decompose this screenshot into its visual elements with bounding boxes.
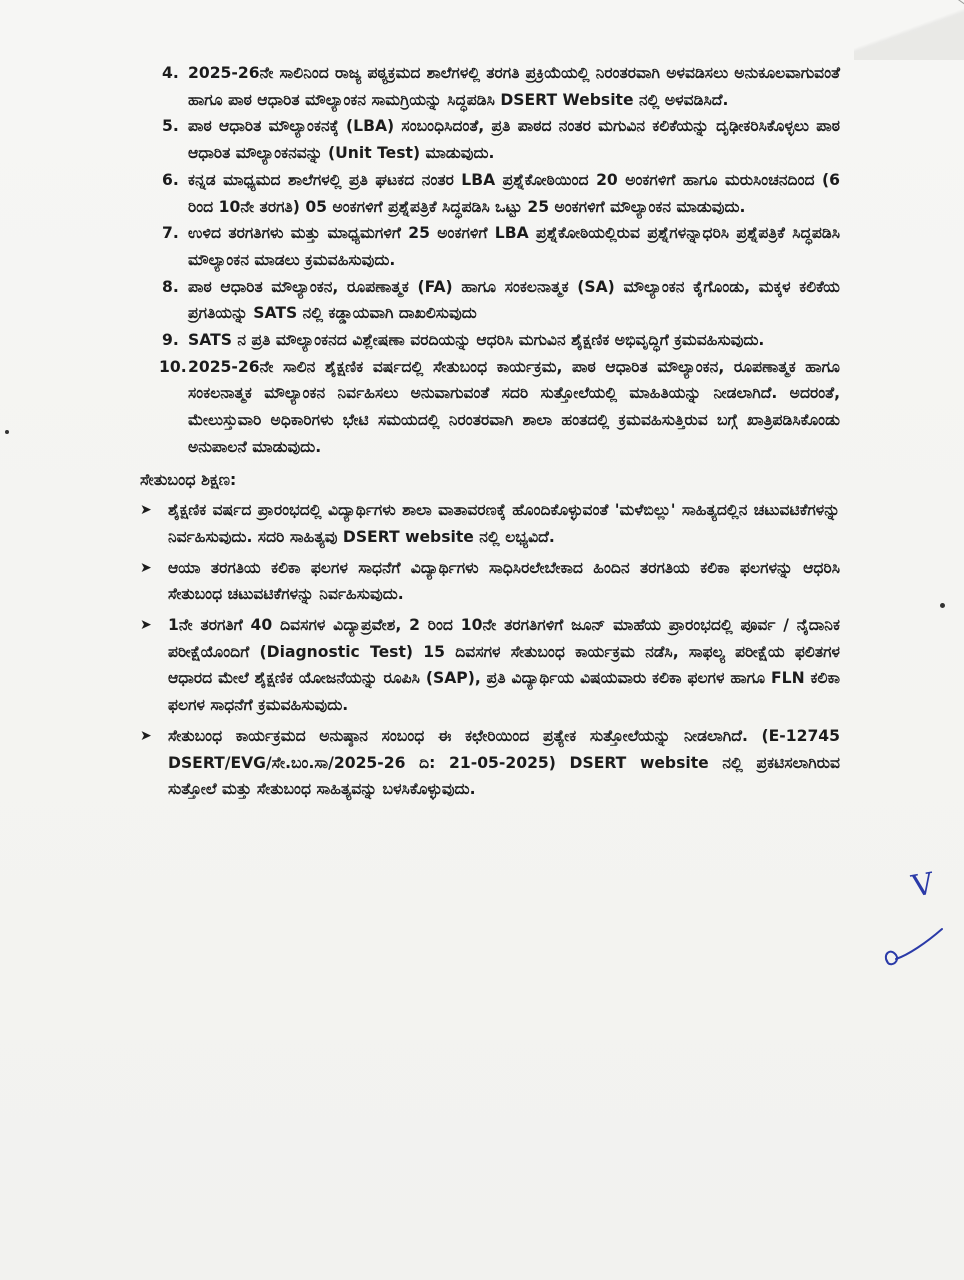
bullet-text: 1ನೇ ತರಗತಿಗೆ 40 ದಿವಸಗಳ ವಿದ್ಯಾಪ್ರವೇಶ, 2 ರಿಂದ 10ನೇ ತರಗತಿಗಳಿಗೆ ಜೂನ್ ಮಾಹೆಯ ಪ್ರಾರಂಭದಲ್ಲಿ ಪೂರ್ವ / ನೈದಾನಿಕ ಪರೀಕ್ಷೆಯೊಂದಿಗೆ (Diagnostic Test) 15 ದಿವಸಗಳ ಸೇತುಬಂಧ ಕಾರ್ಯಕ್ರಮ ನಡೆಸಿ, ಸಾಫಲ್ಯ ಪರೀಕ್ಷೆಯ ಫಲಿತಗಳ ಆಧಾರದ ಮೇಲೆ ಶೈಕ್ಷಣಿಕ ಯೋಜನೆಯನ್ನು ರೂಪಿಸಿ (SAP), ಪ್ರತಿ ವಿದ್ಯಾರ್ಥಿಯ ವಿಷಯವಾರು ಕಲಿಕಾ ಫಲಗಳ ಹಾಗೂ FLN ಕಲಿಕಾ ಫಲಗಳ ಸಾಧನೆಗೆ ಕ್ರಮವಹಿಸುವುದು.	[168, 616, 840, 715]
point-text: ಉಳಿದ ತರಗತಿಗಳು ಮತ್ತು ಮಾಧ್ಯಮಗಳಿಗೆ 25 ಅಂಕಗಳಿಗೆ LBA ಪ್ರಶ್ನೆಕೋಠಿಯಲ್ಲಿರುವ ಪ್ರಶ್ನೆಗಳನ್ನಾಧರಿಸಿ ಪ್ರಶ್ನೆಪತ್ರಿಕೆ ಸಿದ್ಧಪಡಿಸಿ ಮೌಲ್ಯಾಂಕನ ಮಾಡಲು ಕ್ರಮವಹಿಸುವುದು.	[188, 224, 840, 269]
document-body	[140, 60, 840, 807]
point-item	[140, 327, 840, 354]
point-text: 2025-26ನೇ ಸಾಲಿನ ಶೈಕ್ಷಣಿಕ ವರ್ಷದಲ್ಲಿ ಸೇತುಬಂಧ ಕಾರ್ಯಕ್ರಮ, ಪಾಠ ಆಧಾರಿತ ಮೌಲ್ಯಾಂಕನ, ರೂಪಣಾತ್ಮಕ ಹಾಗೂ ಸಂಕಲನಾತ್ಮಕ ಮೌಲ್ಯಾಂಕನ ನಿರ್ವಹಿಸಲು ಅನುವಾಗುವಂತೆ ಸದರಿ ಸುತ್ತೋಲೆಯಲ್ಲಿ ಮಾಹಿತಿಯನ್ನು ನೀಡಲಾಗಿದೆ. ಅದರಂತೆ, ಮೇಲುಸ್ತುವಾರಿ ಅಧಿಕಾರಿಗಳು ಭೇಟಿ ಸಮಯದಲ್ಲಿ ನಿರಂತರವಾಗಿ ಶಾಲಾ ಹಂತದಲ್ಲಿ ಕ್ರಮವಹಿಸುತ್ತಿರುವ ಬಗ್ಗೆ ಖಾತ್ರಿಪಡಿಸಿಕೊಂಡು ಅನುಪಾಲನೆ ಮಾಡುವುದು.	[188, 357, 840, 456]
point-number: 5.	[162, 117, 179, 136]
numbered-points	[140, 60, 840, 461]
point-item	[140, 220, 840, 273]
arrow-bullet-icon: ➤	[140, 502, 152, 519]
point-number: 10.	[159, 357, 187, 376]
point-text: SATS ನ ಪ್ರತಿ ಮೌಲ್ಯಾಂಕನದ ವಿಶ್ಲೇಷಣಾ ವರದಿಯನ್ನು ಆಧರಿಸಿ ಮಗುವಿನ ಶೈಕ್ಷಣಿಕ ಅಭಿವೃದ್ಧಿಗೆ ಕ್ರಮವಹಿಸುವುದು.	[188, 331, 765, 350]
stray-dot	[940, 603, 945, 608]
bullet-item	[140, 612, 840, 719]
point-item	[140, 60, 840, 113]
point-item	[140, 274, 840, 327]
point-number: 6.	[162, 170, 179, 189]
bridge-bullets	[140, 497, 840, 803]
bullet-text: ಶೈಕ್ಷಣಿಕ ವರ್ಷದ ಪ್ರಾರಂಭದಲ್ಲಿ ವಿದ್ಯಾರ್ಥಿಗಳು ಶಾಲಾ ವಾತಾವರಣಕ್ಕೆ ಹೊಂದಿಕೊಳ್ಳುವಂತೆ 'ಮಳೆಬಿಲ್ಲು' ಸಾಹಿತ್ಯದಲ್ಲಿನ ಚಟುವಟಿಕೆಗಳನ್ನು ನಿರ್ವಹಿಸುವುದು. ಸದರಿ ಸಾಹಿತ್ಯವು DSERT website ನಲ್ಲಿ ಲಭ್ಯವಿದೆ.	[168, 501, 840, 546]
point-text: ಕನ್ನಡ ಮಾಧ್ಯಮದ ಶಾಲೆಗಳಲ್ಲಿ ಪ್ರತಿ ಘಟಕದ ನಂತರ LBA ಪ್ರಶ್ನೆಕೋಠಿಯಿಂದ 20 ಅಂಕಗಳಿಗೆ ಹಾಗೂ ಮರುಸಿಂಚನದಿಂದ (6 ರಿಂದ 10ನೇ ತರಗತಿ) 05 ಅಂಕಗಳಿಗೆ ಪ್ರಶ್ನೆಪತ್ರಿಕೆ ಸಿದ್ಧಪಡಿಸಿ ಒಟ್ಟು 25 ಅಂಕಗಳಿಗೆ ಮೌಲ್ಯಾಂಕನ ಮಾಡುವುದು.	[188, 170, 840, 216]
bullet-text: ಸೇತುಬಂಧ ಕಾರ್ಯಕ್ರಮದ ಅನುಷ್ಠಾನ ಸಂಬಂಧ ಈ ಕಛೇರಿಯಿಂದ ಪ್ರತ್ಯೇಕ ಸುತ್ತೋಲೆಯನ್ನು ನೀಡಲಾಗಿದೆ. (E-12745 DSERT/EVG/ಸೇ.ಬಂ.ಸಾ/2025-26 ದಿ: 21-05-2025) DSERT website ನಲ್ಲಿ ಪ್ರಕಟಿಸಲಾಗಿರುವ ಸುತ್ತೋಲೆ ಮತ್ತು ಸೇತುಬಂಧ ಸಾಹಿತ್ಯವನ್ನು ಬಳಸಿಕೊಳ್ಳುವುದು.	[168, 726, 840, 799]
point-number: 4.	[162, 64, 179, 82]
bullet-item	[140, 555, 840, 608]
point-text: 2025-26ನೇ ಸಾಲಿನಿಂದ ರಾಜ್ಯ ಪಠ್ಯಕ್ರಮದ ಶಾಲೆಗಳಲ್ಲಿ ತರಗತಿ ಪ್ರಕ್ರಿಯೆಯಲ್ಲಿ ನಿರಂತರವಾಗಿ ಅಳವಡಿಸಲು ಅನುಕೂಲವಾಗುವಂತೆ ಹಾಗೂ ಪಾಠ ಆಧಾರಿತ ಮೌಲ್ಯಾಂಕನ ಸಾಮಗ್ರಿಯನ್ನು ಸಿದ್ಧಪಡಿಸಿ DSERT Website ನಲ್ಲಿ ಅಳವಡಿಸಿದೆ.	[188, 64, 840, 109]
arrow-bullet-icon: ➤	[140, 559, 152, 576]
section-heading: ಸೇತುಬಂಧ ಶಿಕ್ಷಣ:	[140, 469, 237, 489]
point-number: 8.	[162, 277, 179, 296]
point-text: ಪಾಠ ಆಧಾರಿತ ಮೌಲ್ಯಾಂಕನಕ್ಕೆ (LBA) ಸಂಬಂಧಿಸಿದಂತೆ, ಪ್ರತಿ ಪಾಠದ ನಂತರ ಮಗುವಿನ ಕಲಿಕೆಯನ್ನು ದೃಢೀಕರಿಸಿಕೊಳ್ಳಲು ಪಾಠ ಆಧಾರಿತ ಮೌಲ್ಯಾಂಕನವನ್ನು (Unit Test) ಮಾಡುವುದು.	[188, 117, 840, 163]
handwritten-signature-icon	[878, 925, 948, 975]
page-fold	[854, 0, 964, 60]
point-item	[140, 113, 840, 166]
bullet-text: ಆಯಾ ತರಗತಿಯ ಕಲಿಕಾ ಫಲಗಳ ಸಾಧನೆಗೆ ವಿದ್ಯಾರ್ಥಿಗಳು ಸಾಧಿಸಿರಲೇಬೇಕಾದ ಹಿಂದಿನ ತರಗತಿಯ ಕಲಿಕಾ ಫಲಗಳನ್ನು ಆಧರಿಸಿ ಸೇತುಬಂಧ ಚಟುವಟಿಕೆಗಳನ್ನು ನಿರ್ವಹಿಸುವುದು.	[168, 558, 840, 604]
stray-dot	[5, 430, 9, 434]
point-text: ಪಾಠ ಆಧಾರಿತ ಮೌಲ್ಯಾಂಕನ, ರೂಪಣಾತ್ಮಕ (FA) ಹಾಗೂ ಸಂಕಲನಾತ್ಮಕ (SA) ಮೌಲ್ಯಾಂಕನ ಕೈಗೊಂಡು, ಮಕ್ಕಳ ಕಲಿಕೆಯ ಪ್ರಗತಿಯನ್ನು SATS ನಲ್ಲಿ ಕಡ್ಡಾಯವಾಗಿ ದಾಖಲಿಸುವುದು	[188, 277, 840, 323]
bullet-item	[140, 723, 840, 803]
point-item	[140, 167, 840, 220]
arrow-bullet-icon: ➤	[140, 727, 152, 744]
point-item	[140, 354, 840, 461]
point-number: 9.	[162, 331, 179, 350]
handwritten-tick-mark: V	[909, 866, 937, 905]
point-number: 7.	[162, 224, 179, 243]
arrow-bullet-icon: ➤	[140, 617, 152, 634]
bullet-item	[140, 497, 840, 550]
